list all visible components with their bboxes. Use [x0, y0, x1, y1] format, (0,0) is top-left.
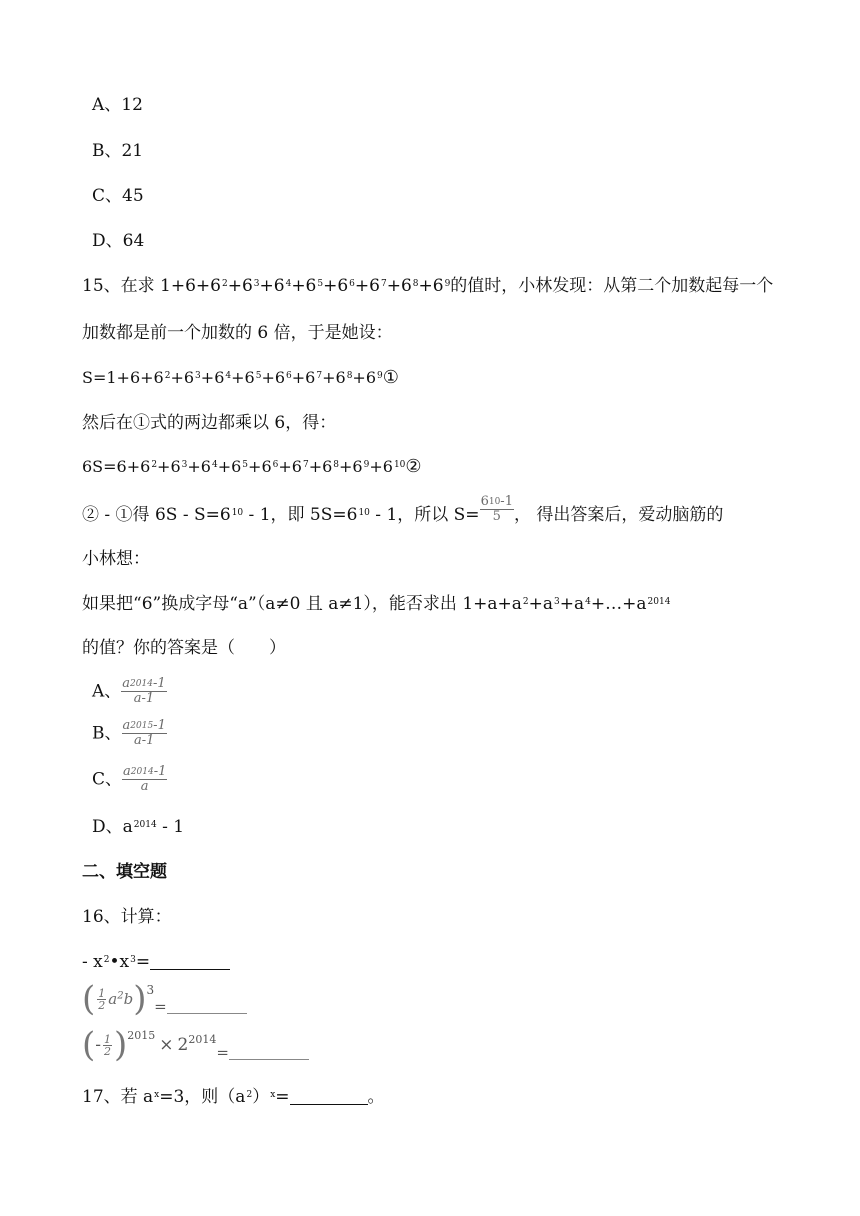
- q17: 17、若 $a^x=3$，则$(a^2)^x=$ 。: [82, 1087, 385, 1107]
- q15-option-b: B、 $\frac{a^{2015}-1}{a-1}$: [92, 718, 166, 748]
- q16-expression-2: ( $\frac{1}{2}$ $a^2b)^3=$: [82, 984, 247, 1024]
- q15-equation-2: $6S=6+6^2+6^3+6^4+6^5+6^6+6^7+6^8+6^9+6^{10}②$: [82, 456, 422, 477]
- q15-line2: 加数都是前一个加数的 6 倍，于是她设：: [82, 323, 393, 343]
- q16-title: 16、计算：: [82, 907, 172, 927]
- q15-option-c: C、 $\frac{a^{2014}-1}{a}$: [92, 764, 167, 794]
- q14-option-d: D、64: [92, 231, 145, 251]
- q14-option-a: A、12: [92, 95, 143, 115]
- q15-option-d: D、$a^{2014} - 1$: [92, 817, 185, 837]
- q15-line9: 的值？你的答案是（ ）: [82, 638, 286, 658]
- section-title-fill-in: 二、填空题: [82, 862, 167, 882]
- answer-blank-1[interactable]: [150, 953, 230, 970]
- q15-equation-1: $S=1+6+6^2+6^3+6^4+6^5+6^6+6^7+6^8+6^9①$: [82, 367, 399, 388]
- q14-option-b: B、21: [92, 141, 144, 161]
- q15-line6: ② - ①得 $6S - S=6^{10} - 1$，即 $5S=6^{10} - 1$，所以 S= $\frac{6^{10}-1}{5}$ ， 得出答案后，爱动脑筋的: [82, 494, 724, 525]
- q16-expression-3: (- $\frac{1}{2}$ )$^{2015} \times 2^{2014}=$: [82, 1030, 309, 1070]
- q16-expression-1: - $x^2•x^3=$: [82, 950, 230, 974]
- q15-option-a: A、 $\frac{a^{2014}-1}{a-1}$: [92, 676, 166, 706]
- answer-blank-3[interactable]: [229, 1043, 309, 1060]
- answer-blank-2[interactable]: [167, 997, 247, 1014]
- fraction-6-10-minus-1-over-5: $\frac{6^{10}-1}{5}$: [480, 494, 513, 524]
- q15-line8: 如果把“6”换成字母“a”（a≠0 且 a≠1），能否求出 $1+a+a^2+a^3+a^4+\dots+a^{2014}$: [82, 594, 671, 614]
- q15-intro: 15、在求 $1+6+6^2+6^3+6^4+6^5+6^6+6^7+6^8+6^9$的值时，小林发现：从第二个加数起每一个: [82, 276, 774, 296]
- q15-line4: 然后在①式的两边都乘以 6，得：: [82, 413, 337, 433]
- q14-option-c: C、45: [92, 186, 144, 206]
- answer-blank-4[interactable]: [290, 1088, 368, 1105]
- q15-line7: 小林想：: [82, 549, 150, 569]
